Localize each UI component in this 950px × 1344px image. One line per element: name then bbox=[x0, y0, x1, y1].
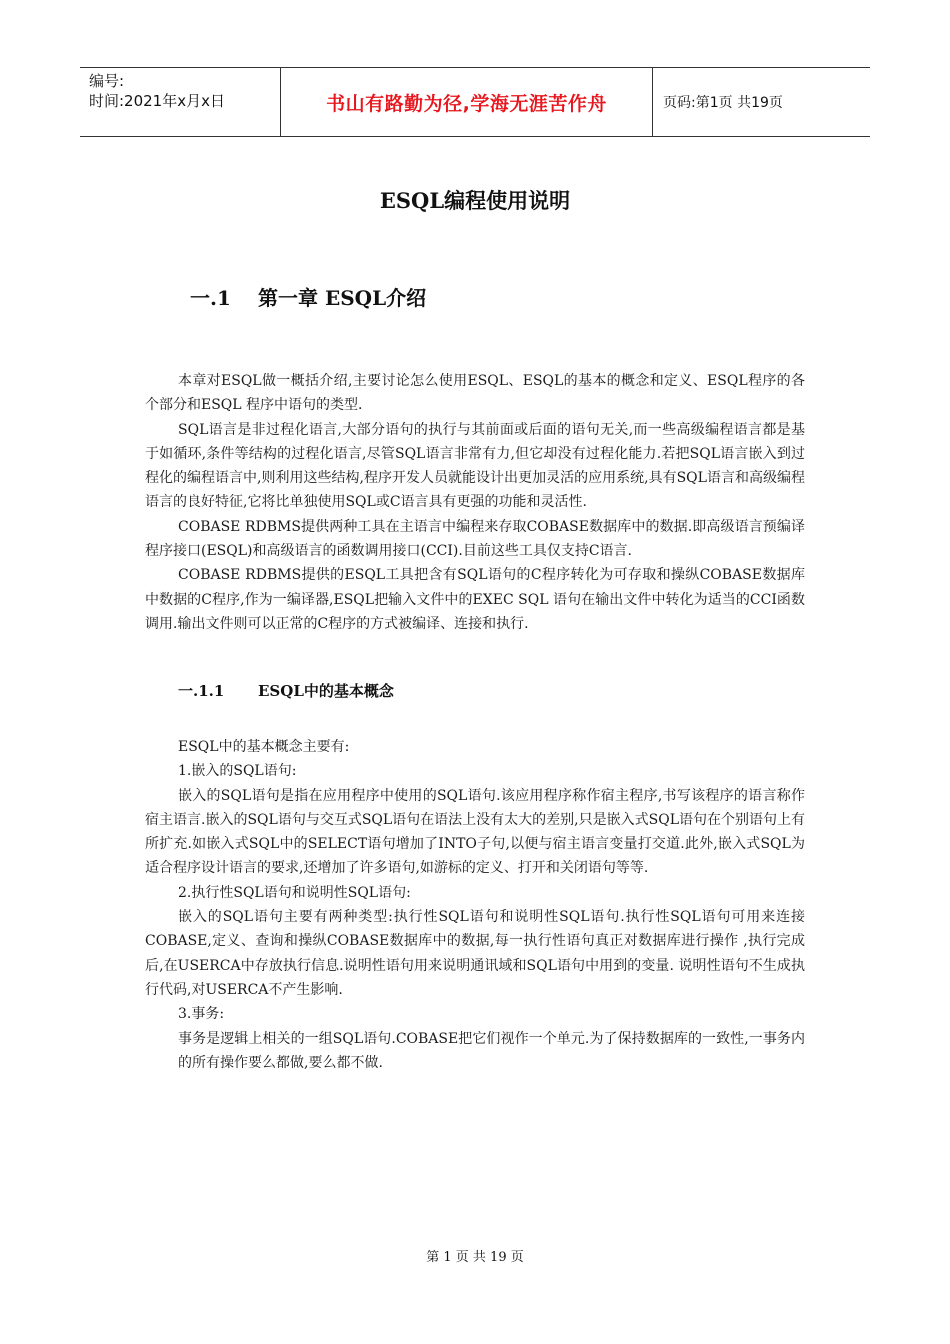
chapter-number: 一.1 bbox=[190, 286, 231, 310]
paragraph: 嵌入的SQL语句是指在应用程序中使用的SQL语句.该应用程序称作宿主程序,书写该程序的语言称作宿主语言.嵌入的SQL语句与交互式SQL语句在语法上没有太大的差别,只是嵌入式SQL语句在个别语句上有所扩充.如嵌入式SQL中的SELECT语句增加了INTO子句,以便与宿主语言变量打交道.此外,嵌入式SQL为适合程序设计语言的要求,还增加了许多语句,如游标的定义、打开和关闭语句等等. bbox=[145, 787, 805, 877]
paragraph: SQL语言是非过程化语言,大部分语句的执行与其前面或后面的语句无关,而一些高级编程语言都是基于如循环,条件等结构的过程化语言,尽管SQL语言非常有力,但它却没有过程化能力.若把SQL语言嵌入到过程化的编程语言中,则利用这些结构,程序开发人员就能设计出更加灵活的应用系统,具有SQL语言和高级编程语言的良好特征,它将比单独使用SQL或C语言具有更强的功能和灵活性. bbox=[145, 421, 805, 511]
header-page-code: 页码:第1页 共19页 bbox=[663, 95, 783, 111]
page-footer: 第 1 页 共 19 页 bbox=[426, 1250, 524, 1265]
paragraph: 事务是逻辑上相关的一组SQL语句.COBASE把它们视作一个单元.为了保持数据库的一致性,一事务内的所有操作要么都做,要么都不做. bbox=[178, 1030, 805, 1071]
list-label: 3.事务: bbox=[178, 1006, 225, 1023]
section-number: 一.1.1 bbox=[178, 682, 225, 700]
intro-body bbox=[145, 369, 805, 636]
paragraph: 嵌入的SQL语句主要有两种类型:执行性SQL语句和说明性SQL语句.执行性SQL语句可用来连接COBASE,定义、查询和操纵COBASE数据库中的数据,每一执行性语句真正对数据库进行操作 ,执行完成后,在USERCA中存放执行信息.说明性语句用来说明通讯域和SQL语句中用到的变量. 说明性语句不生成执行代码,对USERCA不产生影响. bbox=[145, 909, 805, 998]
doc-time-label: 时间:2021年x月x日 bbox=[89, 92, 225, 110]
chapter-heading bbox=[190, 282, 426, 311]
list-label: 2.执行性SQL语句和说明性SQL语句: bbox=[178, 884, 411, 901]
document-title: ESQL编程使用说明 bbox=[379, 188, 571, 213]
section-heading bbox=[178, 680, 394, 701]
paragraph: COBASE RDBMS提供两种工具在主语言中编程来存取COBASE数据库中的数据.即高级语言预编译程序接口(ESQL)和高级语言的函数调用接口(CCI).目前这些工具仅支持C语言. bbox=[145, 518, 805, 560]
header-meta-cell bbox=[80, 68, 281, 136]
paragraph: 本章对ESQL做一概括介绍,主要讨论怎么使用ESQL、ESQL的基本的概念和定义、ESQL程序的各个部分和ESQL 程序中语句的类型. bbox=[145, 373, 805, 414]
list-label: 1.嵌入的SQL语句: bbox=[178, 763, 297, 780]
paragraph: COBASE RDBMS提供的ESQL工具把含有SQL语句的C程序转化为可存取和操纵COBASE数据库中数据的C程序,作为一编译器,ESQL把输入文件中的EXEC SQL 语句在输出文件中转化为适当的CCI函数调用.输出文件则可以正常的C程序的方式被编译、连接和执行. bbox=[145, 567, 805, 632]
doc-id-label: 编号: bbox=[89, 72, 125, 90]
paragraph: ESQL中的基本概念主要有: bbox=[178, 739, 350, 755]
section-title: ESQL中的基本概念 bbox=[258, 682, 394, 700]
chapter-title: 第一章 ESQL介绍 bbox=[258, 286, 427, 310]
header-table bbox=[80, 67, 870, 137]
header-motto: 书山有路勤为径,学海无涯苦作舟 bbox=[281, 68, 653, 136]
section-body bbox=[145, 735, 805, 1075]
